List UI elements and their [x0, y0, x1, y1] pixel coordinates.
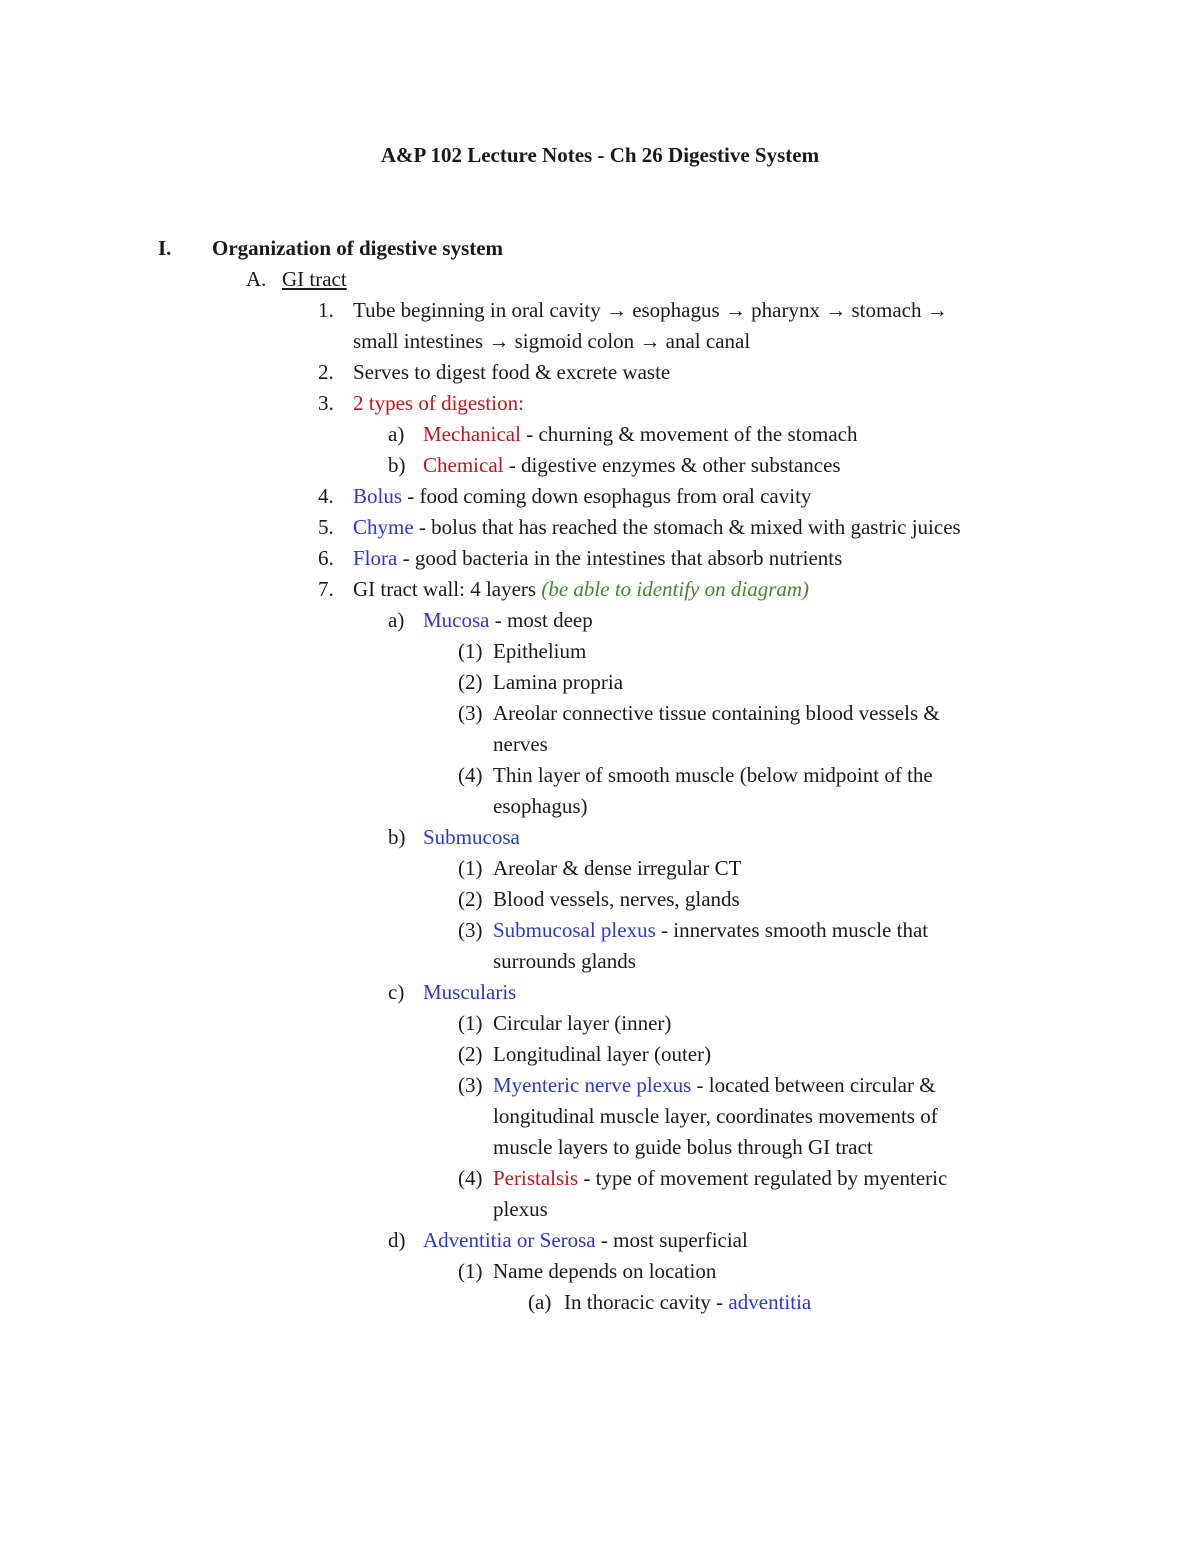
- definition: - most superficial: [595, 1228, 748, 1252]
- item-number: 4.: [318, 484, 334, 508]
- item-number: 5.: [318, 515, 334, 539]
- term: Peristalsis: [493, 1166, 579, 1190]
- subitem-text: [423, 605, 593, 636]
- item-number: 3.: [318, 391, 334, 415]
- subpoint-letter: (a): [528, 1290, 552, 1314]
- item-text-main: GI tract wall: 4 layers: [353, 577, 542, 601]
- term: Mechanical: [423, 422, 521, 446]
- point-number: (1): [458, 1011, 483, 1035]
- item-text: [353, 481, 811, 512]
- definition: - churning & movement of the stomach: [520, 422, 858, 446]
- point-number: (4): [458, 1166, 483, 1190]
- section-heading: Organization of digestive system: [212, 236, 504, 260]
- point-number: (4): [458, 763, 483, 787]
- point-text: Thin layer of smooth muscle (below midpoint of the: [493, 763, 933, 787]
- item-text-highlighted: 2 types of digestion:: [353, 391, 524, 415]
- definition: - good bacteria in the intestines that absorb nutrients: [397, 546, 843, 570]
- definition: - innervates smooth muscle that: [655, 918, 929, 942]
- subsection-heading: GI tract: [282, 267, 347, 291]
- term: Myenteric nerve plexus: [493, 1073, 692, 1097]
- point-text: [493, 915, 928, 946]
- item-number: 2.: [318, 360, 334, 384]
- term: Flora: [353, 546, 398, 570]
- subpoint-text: [564, 1287, 811, 1318]
- point-text: [493, 1163, 947, 1194]
- point-text-continued: surrounds glands: [493, 949, 636, 973]
- item-text: Tube beginning in oral cavity → esophagus → pharynx → stomach →: [353, 298, 948, 322]
- point-text: Epithelium: [493, 639, 587, 663]
- item-text: [353, 512, 961, 543]
- subpoint-text-main: In thoracic cavity -: [564, 1290, 729, 1314]
- item-text-continued: small intestines → sigmoid colon → anal canal: [353, 329, 751, 353]
- definition: - food coming down esophagus from oral cavity: [402, 484, 812, 508]
- point-text: Blood vessels, nerves, glands: [493, 887, 740, 911]
- point-number: (1): [458, 856, 483, 880]
- term: Submucosa: [423, 825, 520, 849]
- point-number: (1): [458, 1259, 483, 1283]
- point-text-continued: nerves: [493, 732, 548, 756]
- point-number: (2): [458, 1042, 483, 1066]
- point-number: (3): [458, 701, 483, 725]
- point-text-continued: plexus: [493, 1197, 548, 1221]
- point-number: (3): [458, 1073, 483, 1097]
- subitem-letter: b): [388, 453, 406, 477]
- subitem-letter: d): [388, 1228, 406, 1252]
- point-number: (1): [458, 639, 483, 663]
- point-text-continued: muscle layers to guide bolus through GI tract: [493, 1135, 873, 1159]
- item-text: [353, 543, 842, 574]
- term: Mucosa: [423, 608, 490, 632]
- term: Bolus: [353, 484, 403, 508]
- subitem-letter: b): [388, 825, 406, 849]
- item-text: Serves to digest food & excrete waste: [353, 360, 671, 384]
- document-title: A&P 102 Lecture Notes - Ch 26 Digestive System: [380, 143, 820, 167]
- point-number: (3): [458, 918, 483, 942]
- term: adventitia: [728, 1290, 812, 1314]
- point-text: Longitudinal layer (outer): [493, 1042, 712, 1066]
- term: Chemical: [423, 453, 504, 477]
- point-text: Name depends on location: [493, 1259, 717, 1283]
- definition: - located between circular &: [691, 1073, 936, 1097]
- point-number: (2): [458, 670, 483, 694]
- section-number: I.: [158, 236, 172, 260]
- item-text: [353, 574, 809, 605]
- point-text: [493, 1070, 936, 1101]
- term: Muscularis: [423, 980, 517, 1004]
- definition: - bolus that has reached the stomach & mixed with gastric juices: [413, 515, 961, 539]
- definition: - most deep: [489, 608, 593, 632]
- item-number: 1.: [318, 298, 334, 322]
- point-number: (2): [458, 887, 483, 911]
- definition: - digestive enzymes & other substances: [503, 453, 841, 477]
- point-text: Lamina propria: [493, 670, 624, 694]
- item-number: 7.: [318, 577, 334, 601]
- item-number: 6.: [318, 546, 334, 570]
- subitem-letter: c): [388, 980, 405, 1004]
- subitem-letter: a): [388, 422, 405, 446]
- diagram-note: (be able to identify on diagram): [541, 577, 810, 601]
- subsection-number: A.: [246, 267, 267, 291]
- subitem-text: [423, 419, 857, 450]
- subitem-text: [423, 450, 841, 481]
- term: Adventitia or Serosa: [423, 1228, 596, 1252]
- term: Submucosal plexus: [493, 918, 656, 942]
- definition: - type of movement regulated by myenteric: [578, 1166, 948, 1190]
- point-text: Areolar connective tissue containing blood vessels &: [493, 701, 940, 725]
- subitem-letter: a): [388, 608, 405, 632]
- point-text-continued: esophagus): [493, 794, 588, 818]
- point-text: Areolar & dense irregular CT: [493, 856, 742, 880]
- point-text: Circular layer (inner): [493, 1011, 672, 1035]
- term: Chyme: [353, 515, 414, 539]
- subitem-text: [423, 1225, 748, 1256]
- point-text-continued: longitudinal muscle layer, coordinates movements of: [493, 1104, 938, 1128]
